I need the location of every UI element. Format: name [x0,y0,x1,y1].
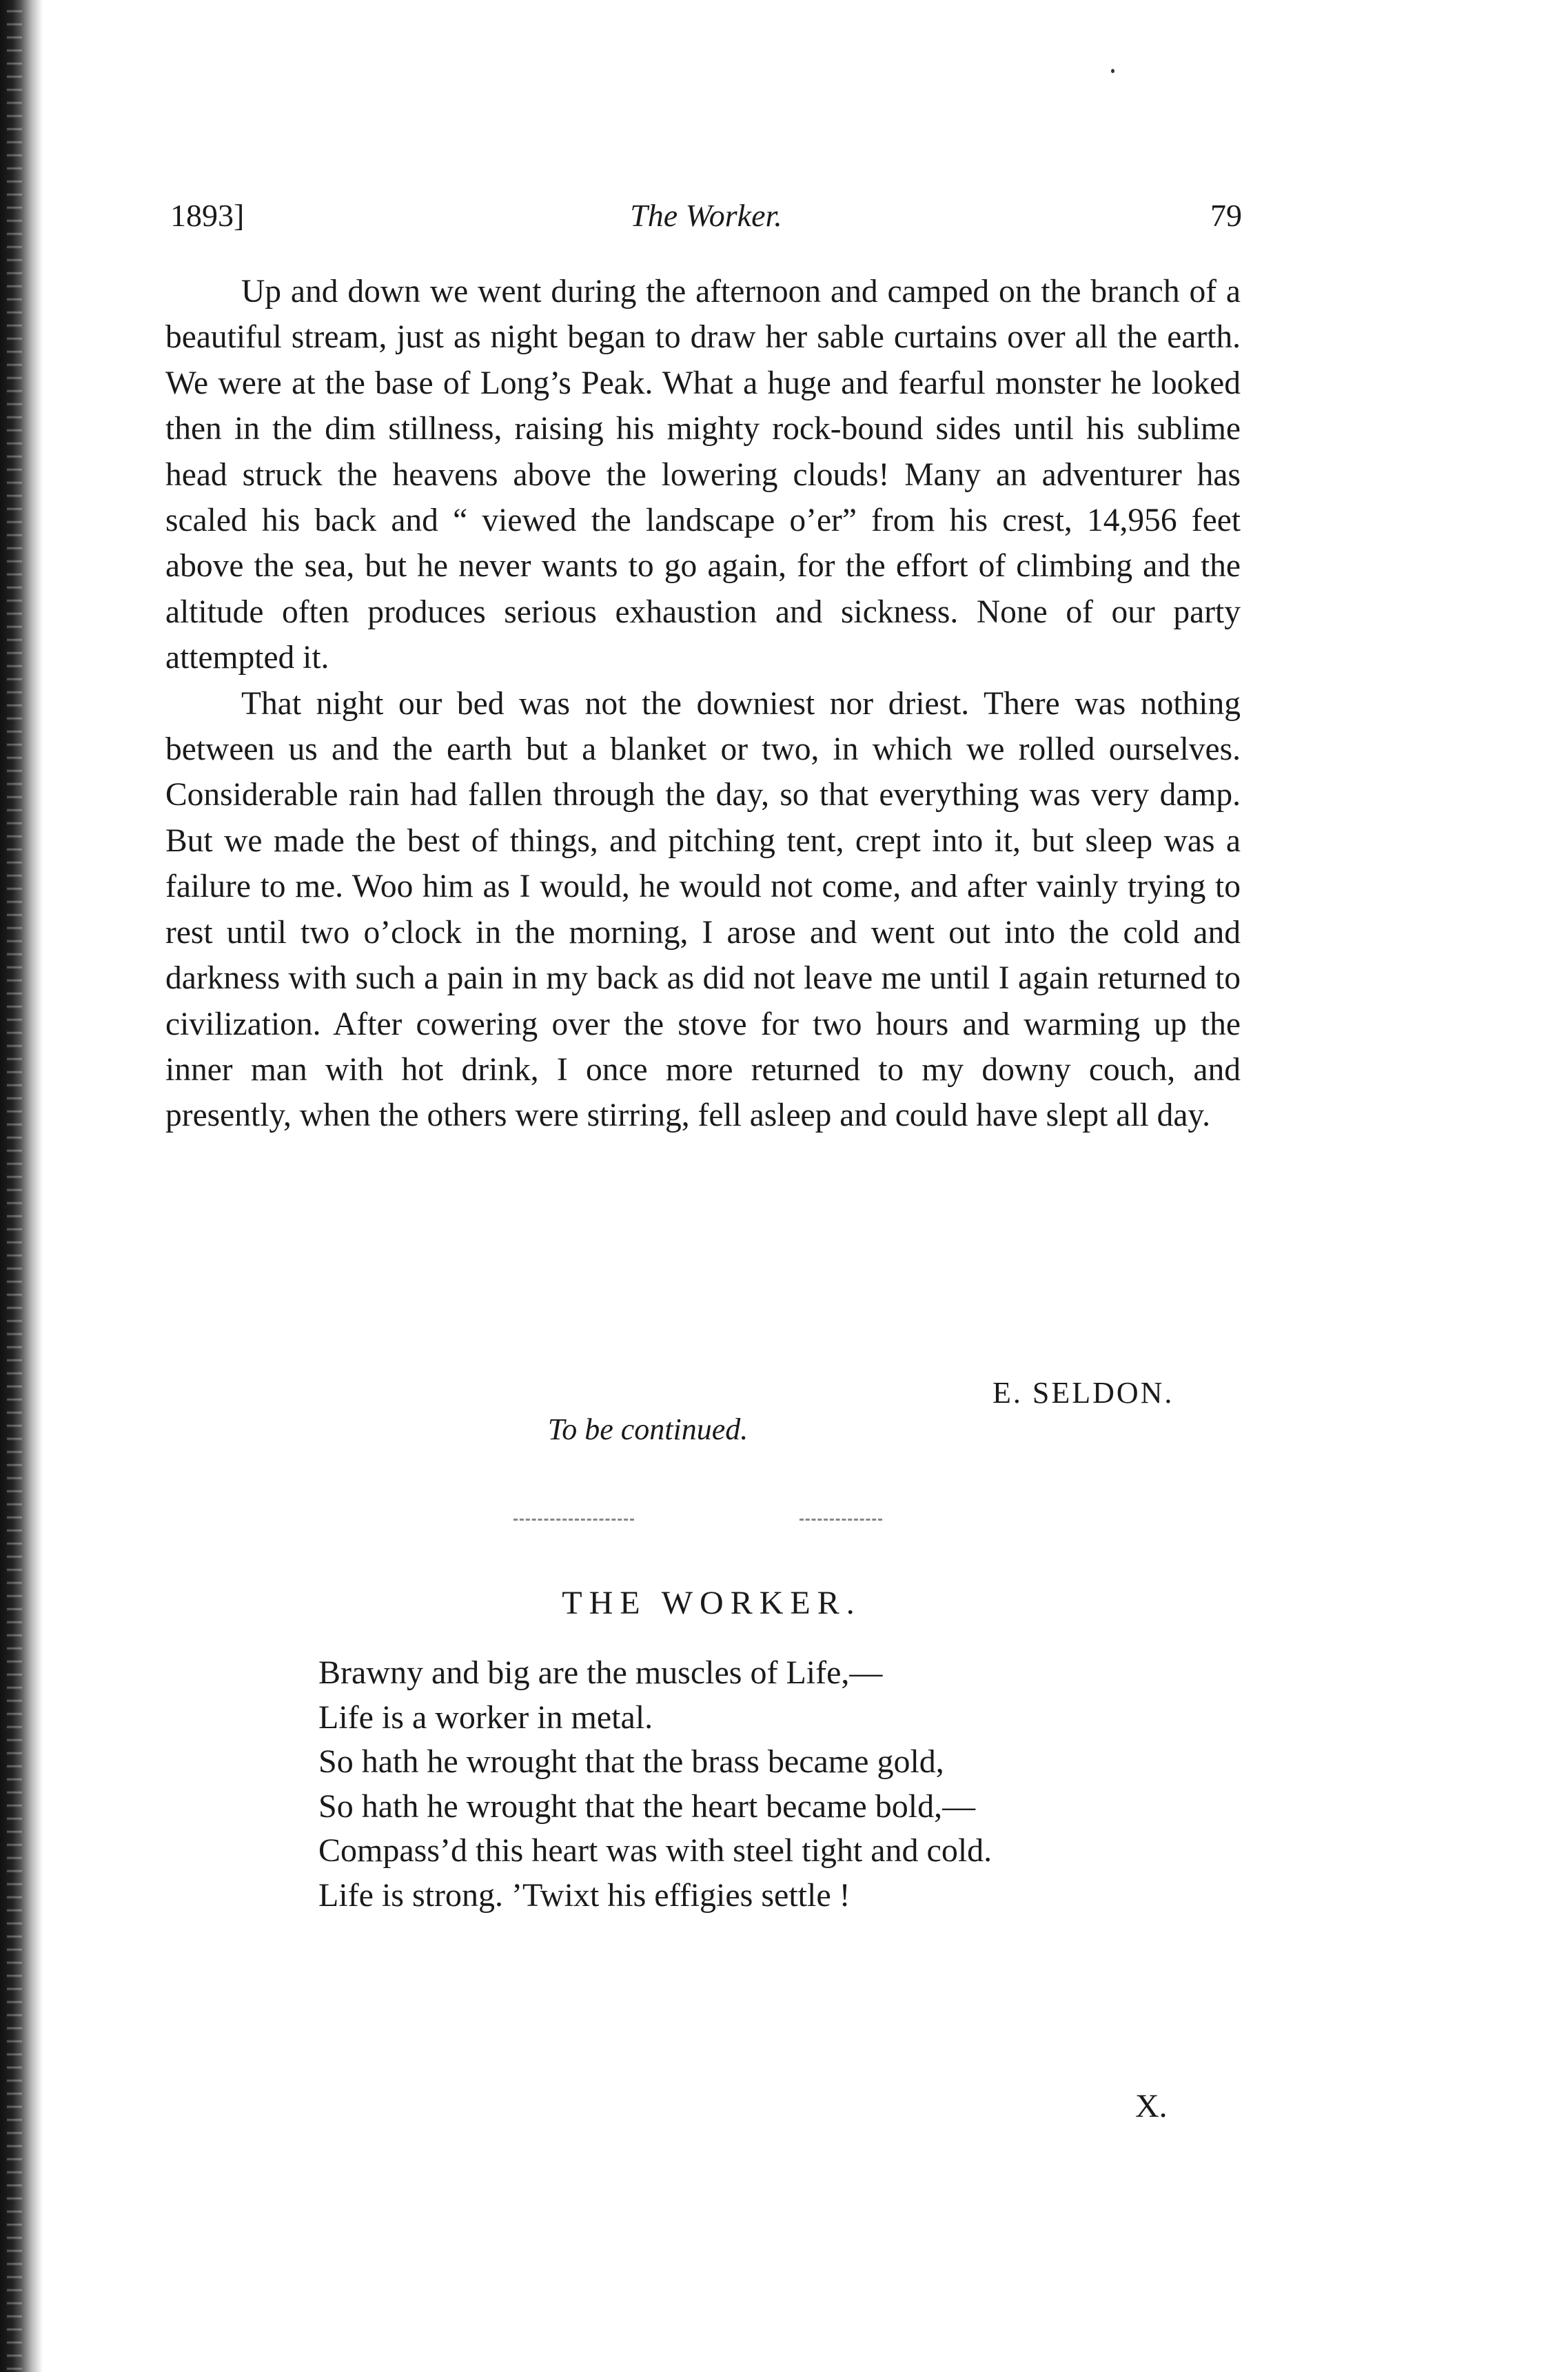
poem-line: Life is a worker in metal. [318,1699,653,1736]
header-journal-title: The Worker. [630,198,782,233]
section-divider-right [800,1519,882,1521]
poem-line: Brawny and big are the muscles of Life,— [318,1654,883,1691]
section-divider-left [513,1519,634,1521]
poem-line: So hath he wrought that the heart became bold,— [318,1787,976,1825]
article-body [165,269,1241,1139]
poem-title: THE WORKER. [562,1585,862,1621]
article-paragraph: That night our bed was not the downiest nor driest. There was nothing between us and the earth but a blanket or two, in which we rolled ourselves. Considerable rain had fallen through the day, so that everything was very damp. But we made the best of things, and pitching tent, crept into it, but sleep was a failure to me. Woo him as I would, he would not come, and after vainly trying to rest until two o’clock in the morning, I arose and went out into the cold and darkness with such a pain in my back as did not leave me until I again returned to civilization. After cowering over the stove for two hours and warming up the inner man with hot drink, I once more returned to my downy couch, and presently, when the others were stirring, fell asleep and could have slept all day. [165,685,1241,1134]
poem-line: So hath he wrought that the brass became gold, [318,1743,944,1780]
binding-edge [0,0,43,2372]
running-head [170,197,1242,245]
continued-note: To be continued. [547,1412,749,1446]
poem-body [318,1651,992,1918]
ink-speck [1111,69,1114,73]
poem-signature: X. [1135,2088,1168,2125]
header-year: 1893] [170,198,245,233]
article-signature: E. SELDON. [992,1376,1174,1410]
poem-line: Compass’d this heart was with steel tight and cold. [318,1832,992,1869]
header-page-number: 79 [1210,198,1242,233]
poem-line: Life is strong. ’Twixt his effigies settle ! [318,1876,851,1914]
article-paragraph: Up and down we went during the afternoon and camped on the branch of a beautiful stream, just as night began to draw her sable curtains over all the earth. We were at the base of Long’s Peak. What a huge and fearful monster he looked then in the dim stillness, raising his mighty rock-bound sides until his sublime head struck the heavens above the lowering clouds! Many an adventurer has scaled his back and “ viewed the landscape o’er” from his crest, 14,956 feet above the sea, but he never wants to go again, for the effort of climbing and the altitude often produces serious exhaustion and sickness. None of our party attempted it. [165,274,1241,676]
